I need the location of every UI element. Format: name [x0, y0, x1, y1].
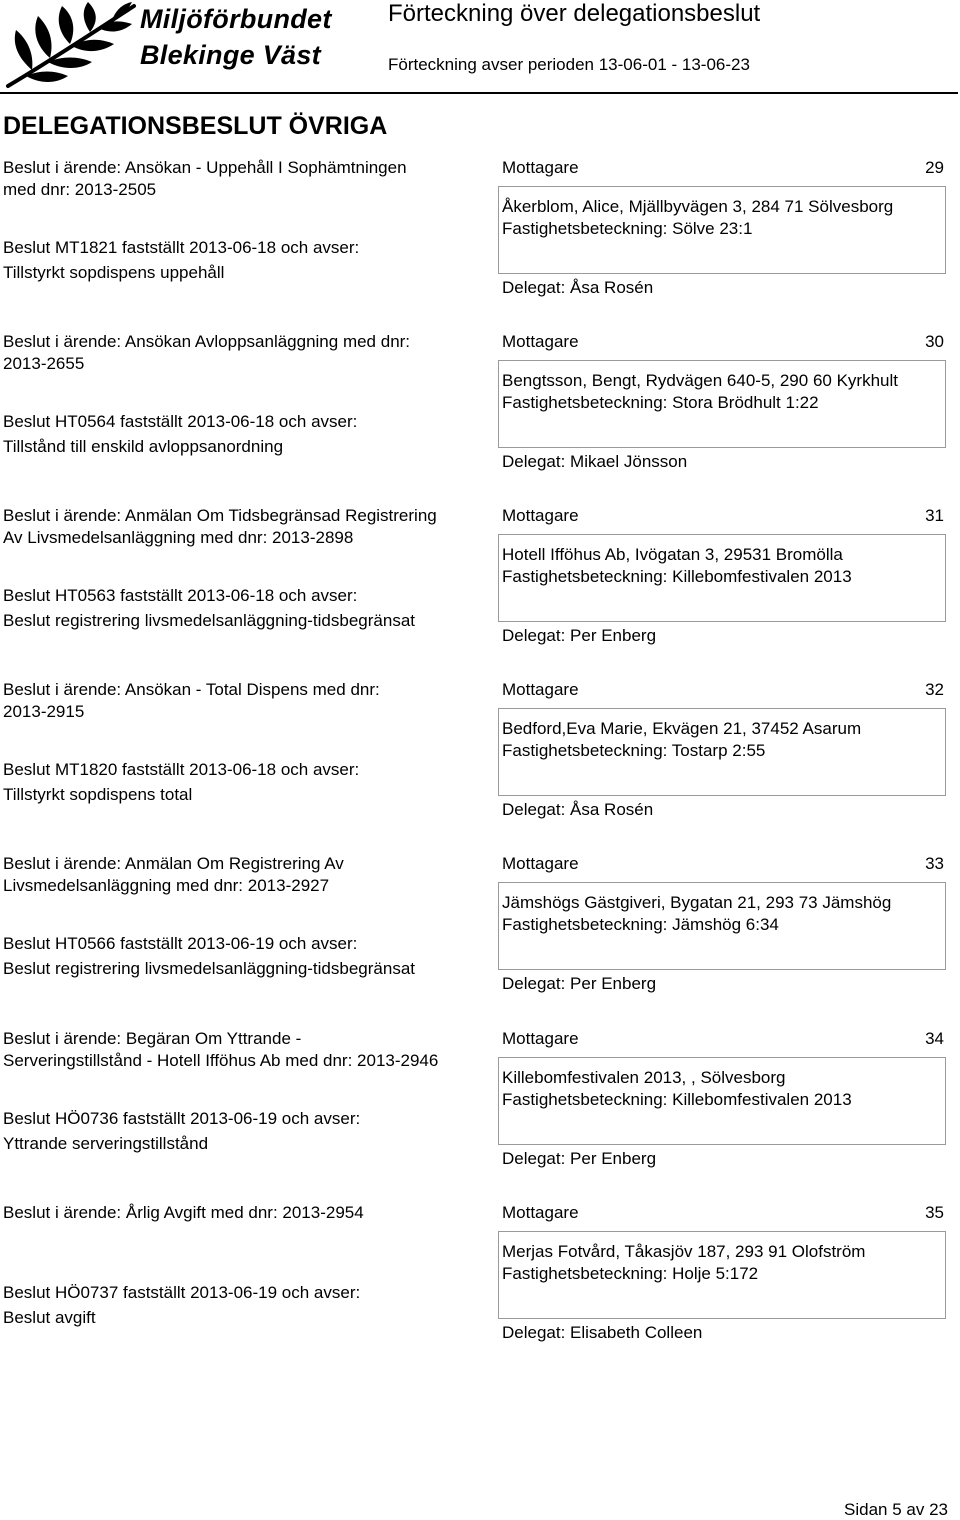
arende-line: Beslut i ärende: Ansökan Avloppsanläggning med dnr: — [3, 332, 411, 351]
recipient-address: Killebomfestivalen 2013, , Sölvesborg — [502, 1068, 786, 1087]
mottagare-label: Mottagare — [502, 854, 579, 873]
property-designation: Fastighetsbeteckning: Sölve 23:1 — [502, 219, 753, 238]
mottagare-label: Mottagare — [502, 506, 579, 525]
mottagare-label: Mottagare — [502, 332, 579, 351]
beslut-line: Beslut HT0564 fastställt 2013-06-18 och avser: — [3, 412, 358, 431]
section-title: DELEGATIONSBESLUT ÖVRIGA — [3, 112, 388, 140]
delegate: Delegat: Per Enberg — [502, 974, 657, 993]
decision-entry — [0, 1203, 960, 1377]
arende-line: Beslut i ärende: Ansökan - Uppehåll I Sophämtningen — [3, 158, 407, 177]
avser-line: Beslut avgift — [3, 1308, 96, 1327]
page-header — [0, 0, 960, 92]
recipient-address: Merjas Fotvård, Tåkasjöv 187, 293 91 Olofström — [502, 1242, 866, 1261]
mottagare-label: Mottagare — [502, 158, 579, 177]
arende-line: 2013-2915 — [3, 702, 85, 721]
beslut-line: Beslut HÖ0737 fastställt 2013-06-19 och avser: — [3, 1283, 361, 1302]
avser-line: Tillstyrkt sopdispens total — [3, 785, 193, 804]
delegate: Delegat: Per Enberg — [502, 1149, 657, 1168]
arende-line: med dnr: 2013-2505 — [3, 180, 157, 199]
mottagare-label: Mottagare — [502, 1203, 579, 1222]
avser-line: Beslut registrering livsmedelsanläggning-tidsbegränsat — [3, 959, 416, 978]
mottagare-label: Mottagare — [502, 1029, 579, 1048]
arende-line: Beslut i ärende: Ansökan - Total Dispens med dnr: — [3, 680, 380, 699]
avser-line: Tillstyrkt sopdispens uppehåll — [3, 263, 225, 282]
page-number: Sidan 5 av 23 — [844, 1500, 948, 1519]
arende-line: Livsmedelsanläggning med dnr: 2013-2927 — [3, 876, 330, 895]
recipient-address: Bengtsson, Bengt, Rydvägen 640-5, 290 60 Kyrkhult — [502, 371, 898, 390]
entry-number: 30 — [925, 332, 944, 351]
entry-number: 35 — [925, 1203, 944, 1222]
avser-line: Tillstånd till enskild avloppsanordning — [3, 437, 284, 456]
decision-entry — [0, 854, 960, 1028]
recipient-address: Bedford,Eva Marie, Ekvägen 21, 37452 Asarum — [502, 719, 862, 738]
arende-line: Beslut i ärende: Årlig Avgift med dnr: 2013-2954 — [3, 1203, 364, 1222]
document-period: Förteckning avser perioden 13-06-01 - 13-06-23 — [388, 55, 750, 74]
recipient-box — [498, 360, 946, 448]
entry-number: 34 — [925, 1029, 944, 1048]
arende-line: Beslut i ärende: Anmälan Om Tidsbegränsad Registrering — [3, 506, 437, 525]
recipient-address: Åkerblom, Alice, Mjällbyvägen 3, 284 71 Sölvesborg — [502, 197, 894, 216]
recipient-box — [498, 882, 946, 970]
entry-number: 29 — [925, 158, 944, 177]
beslut-line: Beslut HÖ0736 fastställt 2013-06-19 och avser: — [3, 1109, 361, 1128]
property-designation: Fastighetsbeteckning: Holje 5:172 — [502, 1264, 759, 1283]
beslut-line: Beslut MT1820 fastställt 2013-06-18 och avser: — [3, 760, 360, 779]
header-divider — [0, 92, 958, 94]
recipient-address: Jämshögs Gästgiveri, Bygatan 21, 293 73 Jämshög — [502, 893, 892, 912]
delegate: Delegat: Åsa Rosén — [502, 800, 654, 819]
entry-number: 31 — [925, 506, 944, 525]
recipient-box — [498, 708, 946, 796]
avser-line: Beslut registrering livsmedelsanläggning-tidsbegränsat — [3, 611, 416, 630]
leaf-branch-logo-icon — [2, 0, 142, 90]
arende-line: Beslut i ärende: Anmälan Om Registrering Av — [3, 854, 344, 873]
delegate: Delegat: Elisabeth Colleen — [502, 1323, 703, 1342]
delegate: Delegat: Åsa Rosén — [502, 278, 654, 297]
delegate: Delegat: Mikael Jönsson — [502, 452, 688, 471]
decision-entry — [0, 506, 960, 680]
mottagare-label: Mottagare — [502, 680, 579, 699]
arende-line: Av Livsmedelsanläggning med dnr: 2013-2898 — [3, 528, 354, 547]
recipient-box — [498, 1231, 946, 1319]
avser-line: Yttrande serveringstillstånd — [3, 1134, 209, 1153]
document-title: Förteckning över delegationsbeslut — [388, 0, 761, 27]
recipient-box — [498, 186, 946, 274]
organization-name-line1: Miljöförbundet — [140, 4, 332, 34]
decision-entry — [0, 1029, 960, 1203]
beslut-line: Beslut MT1821 fastställt 2013-06-18 och avser: — [3, 238, 360, 257]
property-designation: Fastighetsbeteckning: Stora Brödhult 1:22 — [502, 393, 819, 412]
arende-line: Serveringstillstånd - Hotell Ifföhus Ab med dnr: 2013-2946 — [3, 1051, 439, 1070]
decision-entry — [0, 158, 960, 332]
property-designation: Fastighetsbeteckning: Killebomfestivalen 2013 — [502, 567, 852, 586]
property-designation: Fastighetsbeteckning: Jämshög 6:34 — [502, 915, 779, 934]
beslut-line: Beslut HT0566 fastställt 2013-06-19 och avser: — [3, 934, 358, 953]
property-designation: Fastighetsbeteckning: Tostarp 2:55 — [502, 741, 766, 760]
entry-number: 33 — [925, 854, 944, 873]
property-designation: Fastighetsbeteckning: Killebomfestivalen 2013 — [502, 1090, 852, 1109]
recipient-box — [498, 534, 946, 622]
organization-name-line2: Blekinge Väst — [140, 40, 321, 70]
recipient-box — [498, 1057, 946, 1145]
arende-line: Beslut i ärende: Begäran Om Yttrande - — [3, 1029, 302, 1048]
decision-entry — [0, 332, 960, 506]
arende-line: 2013-2655 — [3, 354, 85, 373]
entry-number: 32 — [925, 680, 944, 699]
beslut-line: Beslut HT0563 fastställt 2013-06-18 och avser: — [3, 586, 358, 605]
decision-entry — [0, 680, 960, 854]
delegate: Delegat: Per Enberg — [502, 626, 657, 645]
recipient-address: Hotell Ifföhus Ab, Ivögatan 3, 29531 Bromölla — [502, 545, 843, 564]
